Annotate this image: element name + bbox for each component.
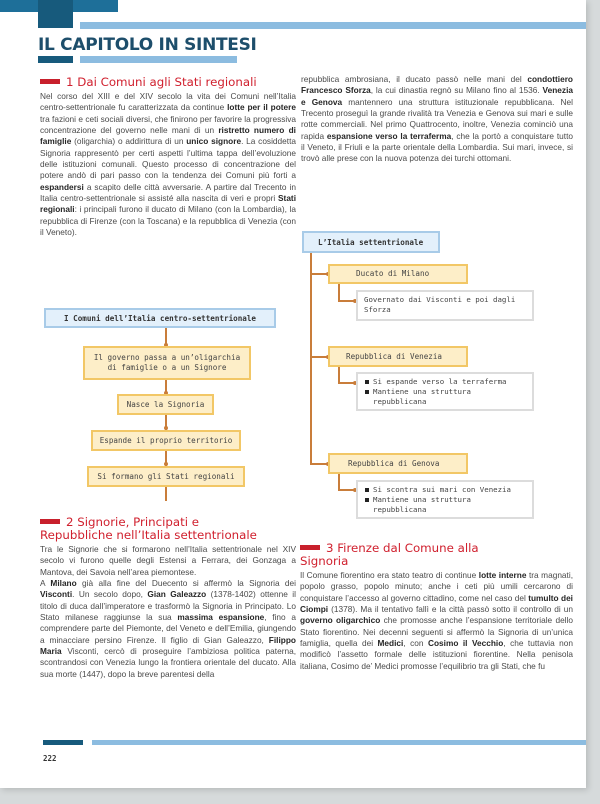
- footer-decoration-bar: [92, 740, 586, 745]
- branch-repubblica-venezia: Repubblica di Venezia: [328, 346, 468, 367]
- branch-repubblica-genova: Repubblica di Genova: [328, 453, 468, 474]
- section-2-paragraph-1: Tra le Signorie che si formarono nell’Italia settentrionale nel XIV secolo vi furono quelle degli Estensi a Ferrara, dei Gonzaga a Mantova, dei Savoia nell’area piemontese.: [40, 544, 296, 577]
- text-run: , con: [403, 638, 428, 649]
- section-1-heading: [40, 76, 296, 89]
- text-run: tra magnati, popolo grasso, popolo minuto; anche i ceti più umili cercarono di conquistare l’accesso al governo cittadino, come nel caso del: [300, 570, 573, 603]
- emphasized-text: Filippo Maria: [40, 634, 296, 657]
- text-run: A: [40, 578, 51, 589]
- emphasized-text: unico signore: [186, 136, 242, 147]
- text-run: , fino a comprendere parte del Piemonte, del Veneto e dell’Emilia, giungendo a minacciare persino Firenze. Il figlio di Gian Galeazzo,: [40, 612, 296, 645]
- branch-milano-details: [356, 290, 534, 321]
- header-decoration-block-dark: [38, 0, 73, 28]
- connector: [338, 367, 340, 383]
- emphasized-text: Visconti: [40, 589, 73, 600]
- section-3-title-line-1: 3 Firenze dal Comune alla: [326, 541, 479, 555]
- text-run: , che tuttavia non modificò l’assetto formale delle istituzioni fiorentine. Nella penisola italiana, Cosimo de’ Medici promosse l’equilibrio tra gli Stati, che fu: [300, 638, 573, 671]
- emphasized-text: Milano: [50, 578, 77, 589]
- emphasized-text: governo oligarchico: [300, 615, 381, 626]
- emphasized-text: ristretto numero di famiglie: [40, 125, 296, 147]
- section-3-paragraph: [300, 570, 573, 672]
- text-run: . Un secolo dopo,: [72, 589, 148, 600]
- bullet-item: Mantiene una struttura repubblicana: [364, 495, 526, 515]
- connector: [338, 474, 340, 490]
- section-1-paragraph-continued: [301, 74, 573, 165]
- text-run: tra fazioni e ceti sociali diversi, che finirono per favorire la progressiva concentrazione del governo nelle mani di un: [40, 113, 296, 136]
- text-run: Visconti, cercò di proseguire l’ambiziosa politica paterna, scontrandosi con Venezia lungo la frontiera orientale del ducato. Alla sua morte (1447), dopo la breve parentesi della: [40, 646, 296, 679]
- title-underline-dark: [38, 56, 73, 63]
- diagram-trunk: [310, 253, 312, 464]
- emphasized-text: condottiero Francesco Sforza: [301, 74, 573, 96]
- emphasized-text: Stati regionali: [40, 193, 296, 215]
- diagram-comuni-step-4: Si formano gli Stati regionali: [87, 466, 245, 487]
- page-number: 222: [43, 754, 57, 763]
- section-marker-icon: [40, 519, 60, 524]
- section-2-title-line-2: Repubbliche nell’Italia settentrionale: [40, 528, 257, 542]
- diagram-italia-root: L’Italia settentrionale: [302, 231, 440, 253]
- text-run: Nel corso del XIII e del XIV secolo la vita dei Comuni nell’Italia centro-settentrionale fu caratterizzata da continue: [40, 91, 296, 113]
- text-run: a scapito delle città avversarie. A partire dal Trecento in Italia centro-settentrionale si assisté alla nascita di veri e propri: [40, 181, 296, 204]
- text-run: mantennero una struttura istituzionale repubblicana. Nel Trecento proseguì la grande rivalità tra Venezia e Genova sui mari e sulle rotte commerciali. Nel primo Quattrocento, inoltre, Venezia cominciò una rapida: [301, 96, 573, 141]
- section-3-heading: [300, 542, 573, 568]
- emphasized-text: Medici: [377, 638, 404, 649]
- section-1-right-column: [301, 74, 573, 165]
- text-run: , la cui dinastia regnò su Milano fino al 1536.: [370, 85, 543, 96]
- diagram-comuni-root: I Comuni dell’Italia centro-settentrionale: [44, 308, 276, 328]
- header-decoration-bar: [80, 22, 586, 29]
- text-run: (oligarchia) o addirittura di un: [71, 136, 187, 147]
- emphasized-text: lotte per il potere: [227, 102, 296, 113]
- emphasized-text: espansione verso la terraferma: [326, 130, 452, 141]
- emphasized-text: tumulto dei Ciompi: [300, 592, 573, 615]
- section-3-column: [300, 542, 573, 672]
- diagram-comuni-step-1: Il governo passa a un’oligarchia di famiglie o a un Signore: [83, 346, 251, 380]
- diagram-comuni: [40, 305, 296, 490]
- emphasized-text: Cosimo il Vecchio: [427, 638, 504, 649]
- section-2-paragraph-2: [40, 578, 296, 680]
- footer-decoration-dark: [43, 740, 83, 745]
- section-2-title-line-1: 2 Signorie, Principati e: [66, 515, 199, 529]
- section-2-column: [40, 516, 296, 680]
- section-marker-icon: [300, 545, 320, 550]
- branch-venezia-details: [356, 372, 534, 411]
- section-2-heading: [40, 516, 296, 542]
- section-1-left-column: [40, 76, 296, 238]
- section-3-title-line-2: Signoria: [300, 554, 349, 568]
- section-1-paragraph: [40, 91, 296, 238]
- bullet-item: Si scontra sui mari con Venezia: [364, 485, 526, 495]
- emphasized-text: lotte interne: [478, 570, 527, 580]
- section-1-title: 1 Dai Comuni agli Stati regionali: [66, 75, 257, 89]
- diagram-italia-settentrionale: [300, 225, 580, 514]
- bullet-item: Si espande verso la terraferma: [364, 377, 526, 387]
- text-run: Il Comune fiorentino era stato teatro di continue: [300, 570, 479, 580]
- branch-genova-details: [356, 480, 534, 519]
- branch-ducato-milano: Ducato di Milano: [328, 264, 468, 284]
- title-underline-light: [80, 56, 237, 63]
- text-run: , che la portò a conquistare tutto il Veneto, il Friuli e la parte orientale della Lombardia. Sui mari, invece, si trovò alle prese con la nuova potenza dei turchi ottomani.: [301, 130, 573, 164]
- text-run: che promosse anche l’espansione territoriale dello Stato fiorentino. Nei decenni seguenti si affermò la Signoria di un’unica famiglia, quella dei: [300, 615, 573, 649]
- text-run: già alla fine del Duecento si affermò la Signoria dei: [76, 578, 296, 589]
- emphasized-text: Gian Galeazzo: [147, 589, 207, 600]
- text-run: repubblica ambrosiana, il ducato passò nelle mani del: [301, 74, 528, 84]
- page-title: IL CAPITOLO IN SINTESI: [38, 35, 257, 55]
- emphasized-text: massima espansione: [177, 612, 265, 623]
- diagram-comuni-step-3: Espande il proprio territorio: [91, 430, 241, 451]
- branch-milano-detail-text: Governato dai Visconti e poi dagli Sforza: [364, 295, 516, 314]
- bullet-item: Mantiene una struttura repubblicana: [364, 387, 526, 407]
- text-run: : i principali furono il ducato di Milano (con la Lombardia), la repubblica di Firenze (con la Toscana) e la repubblica di Venezia (con il Veneto).: [40, 204, 296, 238]
- emphasized-text: Venezia e Genova: [301, 85, 573, 107]
- emphasized-text: espandersi: [40, 181, 84, 192]
- section-marker-icon: [40, 79, 60, 84]
- text-run: . La cosiddetta Signoria rappresentò per certi aspetti l’ultima tappa dell’evoluzione delle istituzioni comunali. Questo processo di concentrazione del potere andò di pari passo con la tendenza dei Comuni più forti a: [40, 136, 296, 181]
- text-run: (1378). Ma il tentativo fallì e la città passò sotto il controllo di un: [328, 604, 573, 615]
- diagram-comuni-step-2: Nasce la Signoria: [117, 394, 214, 415]
- connector: [338, 284, 340, 301]
- text-run: (1378-1402) ottenne il titolo di duca dall’imperatore e trasformò la Signoria in Principato. Lo Stato milanese raggiunse la sua: [40, 589, 296, 623]
